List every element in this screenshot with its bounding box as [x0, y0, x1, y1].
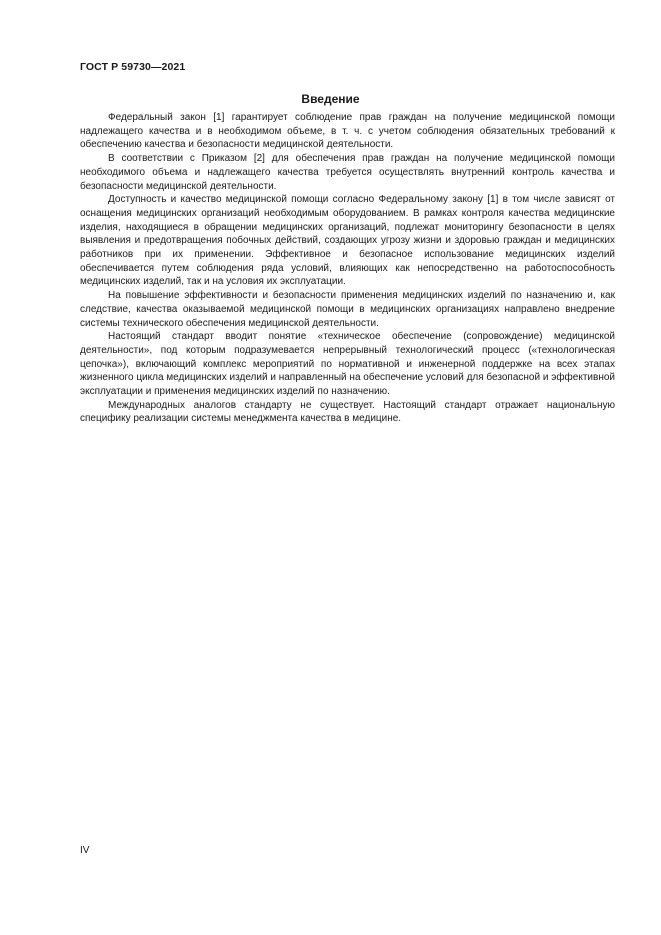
paragraph: Международных аналогов стандарту не существует. Настоящий стандарт отражает национальную специфику реализации системы менеджмента качества в медицине. — [80, 399, 615, 425]
standard-code: ГОСТ Р 59730—2021 — [80, 61, 186, 73]
paragraph: Федеральный закон [1] гарантирует соблюдение прав граждан на получение медицинской помощи надлежащего качества и в необходимом объеме, в т. ч. с учетом соблюдения обязательных требований к обеспечению качества и безопасности медицинской деятельности. — [80, 112, 615, 151]
paragraph: Доступность и качество медицинской помощи согласно Федеральному закону [1] в том числе зависят от оснащения медицинских организаций необходимым оборудованием. В рамках контроля качества медицинские изделия, находящиеся в обращении медицинских организаций, подлежат мониторингу безопасности в целях выявления и предотвращения побочных действий, создающих угрозу жизни и здоровью граждан и медицинских работников при их применении. Эффективное и безопасное использование медицинских изделий обеспечивается путем соблюдения ряда условий, влияющих как непосредственно на работоспособность медицинских изделий, так и на условия их эксплуатации. — [80, 194, 615, 288]
paragraph: Настоящий стандарт вводит понятие «техническое обеспечение (сопровождение) медицинской деятельности», под которым подразумевается непрерывный технологический процесс («технологическая цепочка»), включающий комплекс мероприятий по нормативной и инженерной поддержке на всех этапах жизненного цикла медицинских изделий и направленный на обеспечение условий для безопасной и эффективной эксплуатации и применения медицинских изделий по назначению. — [80, 331, 615, 398]
page-number: IV — [80, 845, 90, 856]
body-text — [80, 111, 615, 426]
paragraph: На повышение эффективности и безопасности применения медицинских изделий по назначению и, как следствие, качества оказываемой медицинской помощи в медицинских организациях направлено внедрение системы технического обеспечения медицинской деятельности. — [80, 290, 615, 329]
section-title: Введение — [301, 92, 360, 106]
paragraph: В соответствии с Приказом [2] для обеспечения прав граждан на получение медицинской помощи необходимого объема и надлежащего качества требуется осуществлять внутренний контроль качества и безопасности медицинской деятельности. — [80, 153, 615, 192]
